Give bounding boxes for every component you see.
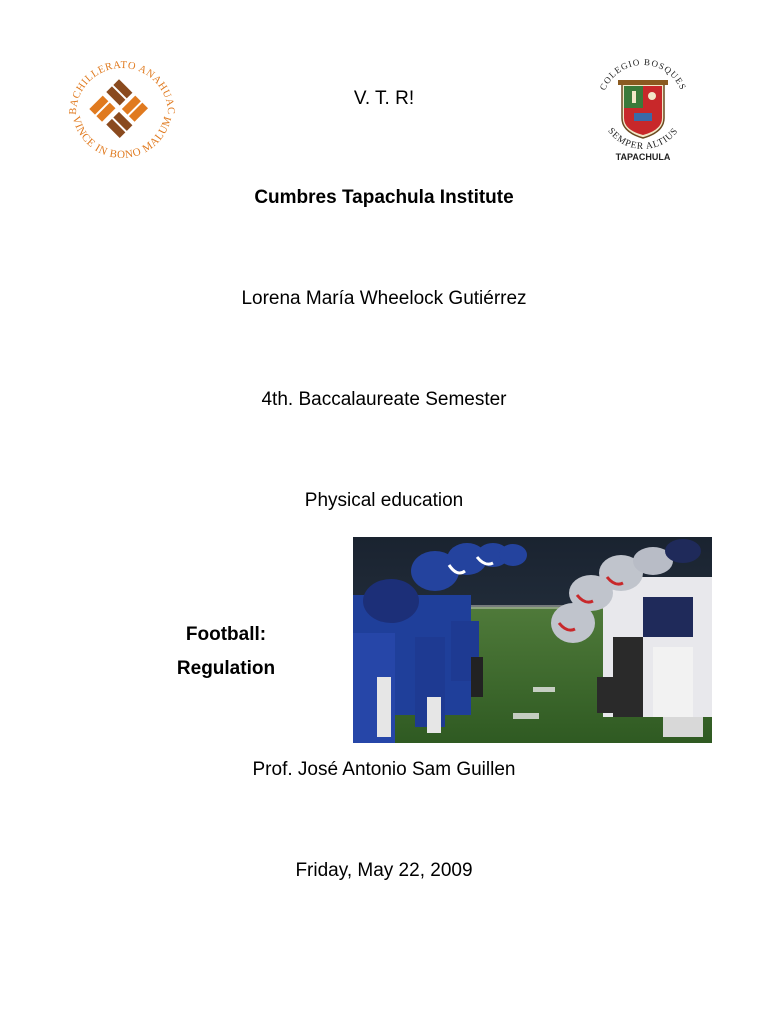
subject-text: Physical education	[304, 490, 464, 511]
motto-text: V. T. R!	[353, 88, 415, 109]
institution-name: Cumbres Tapachula Institute	[254, 187, 514, 208]
student-name: Lorena María Wheelock Gutiérrez	[241, 288, 527, 309]
topic-line-2: Regulation	[176, 658, 276, 679]
professor-name: Prof. José Antonio Sam Guillen	[252, 759, 516, 780]
logo-right-top-text: COLEGIO BOSQUES	[597, 56, 689, 92]
semester-text: 4th. Baccalaureate Semester	[261, 389, 507, 410]
football-photo	[353, 537, 712, 743]
topic-title	[150, 618, 302, 686]
logo-left-bottom-text: VINCE IN BONO MALUM	[69, 114, 175, 162]
logo-left-top-text: BACHILLERATO ANAHUAC	[67, 59, 177, 116]
crest-shield-icon	[588, 50, 698, 174]
topic-line-1: Football:	[185, 624, 267, 645]
logo-right-city-text: TAPACHULA	[615, 152, 671, 162]
logo-right-bottom-text: SEMPER ALTIUS	[605, 126, 681, 153]
colegio-bosques-logo	[588, 50, 698, 174]
football-line-of-scrimmage-photo-icon	[353, 537, 712, 743]
bachillerato-anahuac-logo	[62, 52, 182, 172]
anahuac-emblem-icon	[62, 52, 182, 172]
date-text: Friday, May 22, 2009	[295, 860, 473, 881]
